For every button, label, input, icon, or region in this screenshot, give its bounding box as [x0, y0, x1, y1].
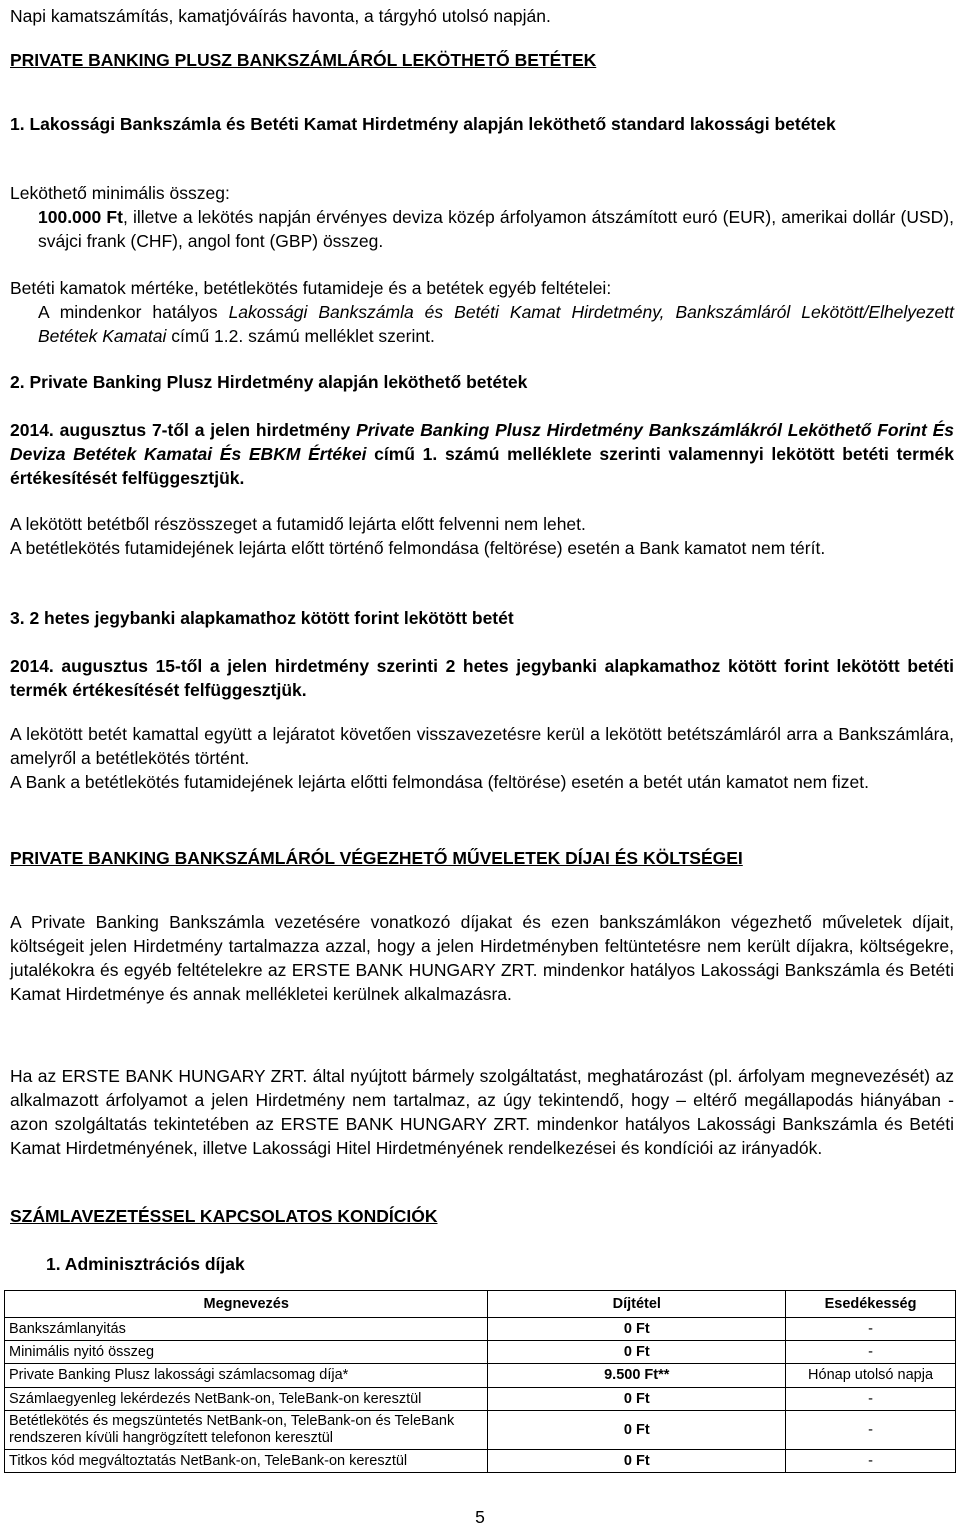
table-row — [5, 1341, 956, 1364]
row-due: - — [786, 1318, 956, 1341]
section3-title: 3. 2 hetes jegybanki alapkamathoz kötött forint lekötött betét — [10, 608, 514, 628]
heading-fees: PRIVATE BANKING BANKSZÁMLÁRÓL VÉGEZHETŐ MŰVELETEK DÍJAI ÉS KÖLTSÉGEI — [10, 848, 743, 868]
notice-title: Private Banking Plusz Hirdetmény Bankszámlákról Leköthető Forint És Deviza Betétek Kamatai És EBKM Értékei — [10, 420, 954, 464]
row-fee: 0 Ft — [488, 1450, 786, 1473]
row-due: - — [786, 1411, 956, 1450]
table-row — [5, 1318, 956, 1341]
page-number: 5 — [475, 1507, 485, 1527]
section2-title: 2. Private Banking Plusz Hirdetmény alapján leköthető betétek — [10, 372, 528, 392]
section2-notice — [10, 418, 954, 490]
ref-title: Lakossági Bankszámla és Betéti Kamat Hirdetmény, Bankszámláról Lekötött/Elhelyezett Betétek Kamatai — [38, 302, 954, 346]
row-name: Titkos kód megváltoztatás NetBank-on, TeleBank-on keresztül — [5, 1450, 488, 1473]
intro-line: Napi kamatszámítás, kamatjóváírás havonta, a tárgyhó utolsó napján. — [10, 6, 551, 26]
section1-title: 1. Lakossági Bankszámla és Betéti Kamat Hirdetmény alapján leköthető standard lakossági betétek — [10, 114, 836, 134]
fees-paragraph-2: Ha az ERSTE BANK HUNGARY ZRT. által nyújtott bármely szolgáltatást, meghatározást (pl. árfolyam megnevezését) az alkalmazott árfolyamot a jelen Hirdetmény nem tartalmaz, az úgy tekintendő, hogy – eltérő megállapodás hiányában - azon szolgáltatás tekintetében az ERSTE BANK HUNGARY ZRT. mindenkor hatályos Lakossági Bankszámla és Betéti Kamat Hirdetményének, illetve Lakossági Hitel Hirdetményének rendelkezései és kondíciói az irányadók. — [10, 1066, 954, 1158]
section1-minimum — [10, 181, 954, 253]
ref-prefix: A mindenkor hatályos — [38, 302, 229, 322]
min-amount: 100.000 Ft — [38, 207, 123, 227]
row-due: - — [786, 1388, 956, 1411]
section2-p2: A betétlekötés futamidejének lejárta előtt történő felmondása (feltörése) esetén a Bank kamatot nem térít. — [10, 538, 826, 558]
rates-reference — [10, 300, 954, 348]
row-name: Minimális nyitó összeg — [5, 1341, 488, 1364]
col-name-header: Megnevezés — [5, 1291, 488, 1318]
col-due-header: Esedékesség — [786, 1291, 956, 1318]
table-row — [5, 1388, 956, 1411]
rates-line: Betéti kamatok mértéke, betétlekötés futamideje és a betétek egyéb feltételei: — [10, 278, 612, 298]
section3-notice: 2014. augusztus 15-től a jelen hirdetmény szerinti 2 hetes jegybanki alapkamathoz kötött forint lekötött betéti termék értékesítését felfüggesztjük. — [10, 656, 954, 700]
section3-p2: A Bank a betétlekötés futamidejének lejárta előtti felmondása (feltörése) esetén a betét után kamatot nem fizet. — [10, 772, 869, 792]
row-fee: 0 Ft — [488, 1318, 786, 1341]
col-fee-header: Díjtétel — [488, 1291, 786, 1318]
row-due: Hónap utolsó napja — [786, 1364, 956, 1388]
min-amount-text — [10, 205, 954, 253]
table-row — [5, 1411, 956, 1450]
fees-table — [4, 1290, 956, 1473]
section1-rates — [10, 276, 954, 348]
notice-a: 2014. augusztus 7-től a jelen hirdetmény — [10, 420, 357, 440]
row-fee: 0 Ft — [488, 1388, 786, 1411]
row-name: Private Banking Plusz lakossági számlacsomag díja* — [5, 1364, 488, 1388]
notice-c: című 1. számú melléklete szerinti valamennyi lekötött betéti termék értékesítését felfüggesztjük. — [10, 444, 954, 488]
ref-suffix: című 1.2. számú melléklet szerint. — [166, 326, 435, 346]
row-name: Betétlekötés és megszüntetés NetBank-on, TeleBank-on és TeleBank rendszeren kívüli hangrögzített telefonon keresztül — [5, 1411, 488, 1450]
heading-account-conditions: SZÁMLAVEZETÉSSEL KAPCSOLATOS KONDÍCIÓK — [10, 1206, 438, 1226]
min-label: Leköthető minimális összeg: — [10, 183, 230, 203]
row-due: - — [786, 1341, 956, 1364]
row-due: - — [786, 1450, 956, 1473]
row-name: Számlaegyenleg lekérdezés NetBank-on, TeleBank-on keresztül — [5, 1388, 488, 1411]
fees-paragraph-1: A Private Banking Bankszámla vezetésére vonatkozó díjakat és ezen bankszámlákon végezhető műveletek díjait, költségeit jelen Hirdetmény tartalmazza azzal, hogy a jelen Hirdetményben feltüntetésre nem került díjakra, költségekre, jutalékokra és egyéb feltételekre az ERSTE BANK HUNGARY ZRT. mindenkor hatályos Lakossági Bankszámla és Betéti Kamat Hirdetménye és annak mellékletei kerülnek alkalmazásra. — [10, 912, 954, 1004]
heading-deposits: PRIVATE BANKING PLUSZ BANKSZÁMLÁRÓL LEKÖTHETŐ BETÉTEK — [10, 50, 597, 70]
table-row — [5, 1450, 956, 1473]
admin-fees-title: 1. Adminisztrációs díjak — [46, 1254, 245, 1274]
row-fee: 9.500 Ft** — [488, 1364, 786, 1388]
fees-table-header — [5, 1291, 956, 1318]
min-amount-rest: , illetve a lekötés napján érvényes deviza közép árfolyamon átszámított euró (EUR), amerikai dollár (USD), svájci frank (CHF), angol font (GBP) összeg. — [38, 207, 954, 251]
row-fee: 0 Ft — [488, 1411, 786, 1450]
row-name: Bankszámlanyitás — [5, 1318, 488, 1341]
section3-p1: A lekötött betét kamattal együtt a lejáratot követően visszavezetésre kerül a lekötött betétszámláról arra a Bankszámlára, amelyről a betétlekötés történt. — [10, 724, 954, 768]
table-row — [5, 1364, 956, 1388]
row-fee: 0 Ft — [488, 1341, 786, 1364]
section2-p1: A lekötött betétből részösszeget a futamidő lejárta előtt felvenni nem lehet. — [10, 514, 586, 534]
